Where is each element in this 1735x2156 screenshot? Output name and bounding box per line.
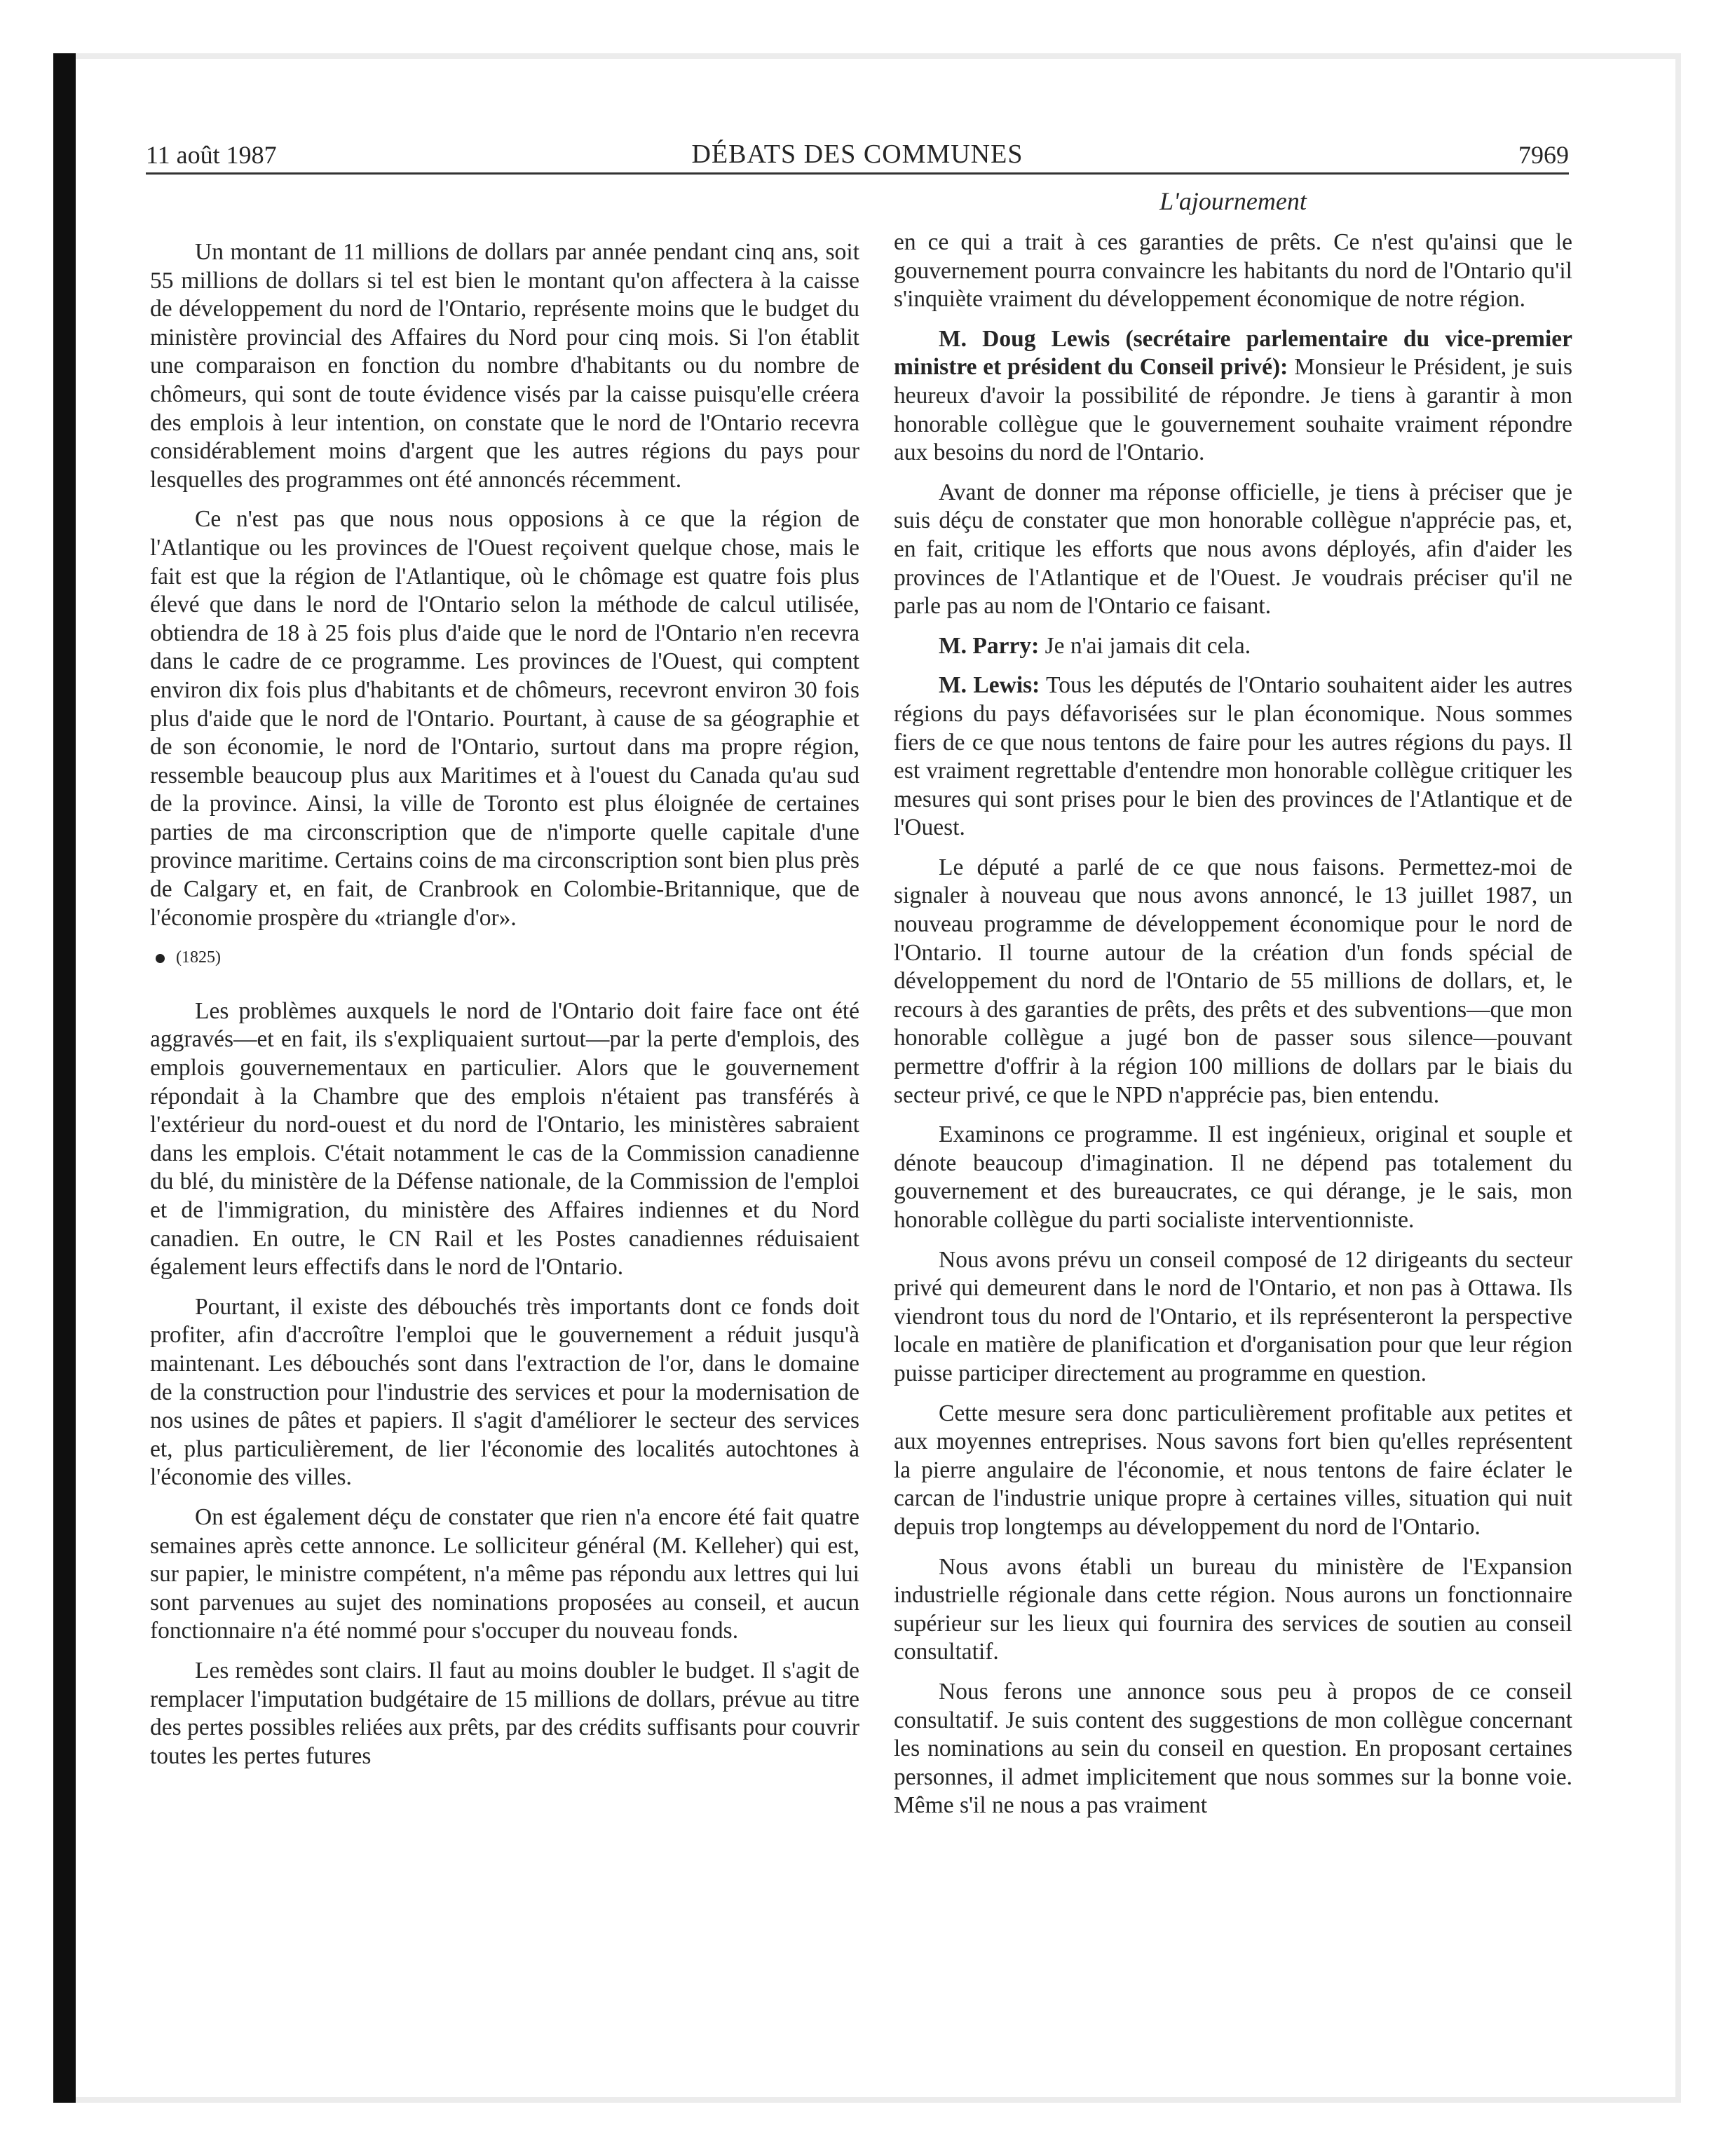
paragraph: Cette mesure sera donc particulièrement profitable aux petites et aux moyennes entreprises. Nous savons fort bien qu'elles représentent la pierre angulaire de l'économie, et nous tentons de faire éclater le carcan de l'industrie unique propre à certaines villes, situation qui nuit depuis trop longtemps au développement du nord de l'Ontario. bbox=[894, 1400, 1572, 1540]
speaker-name: M. Lewis: bbox=[939, 672, 1040, 699]
scan-top-edge bbox=[76, 53, 1681, 59]
time-marker-text: (1825) bbox=[176, 948, 221, 967]
paragraph: Ce n'est pas que nous nous opposions à ce que la région de l'Atlantique ou les provinces de l'Ouest reçoivent quelque chose, mais le fait est que la région de l'Atlantique, où le chômage est quatre fois plus élevé que dans le nord de l'Ontario selon la méthode de calcul utilisée, obtiendra de 18 à 25 fois plus d'aide que le nord de l'Ontario n'en recevra dans le cadre de ce programme. Les provinces de l'Ouest, qui comptent environ dix fois plus d'habitants et de chômeurs, recevront environ 30 fois plus d'aide que le nord de l'Ontario. Pourtant, à cause de sa géographie et de son économie, le nord de l'Ontario, surtout dans ma propre région, ressemble beaucoup plus aux Maritimes et à l'ouest du Canada qu'au sud de la province. Ainsi, la ville de Toronto est plus éloignée de certaines parties de ma circonscription que de n'importe quelle capitale d'une province maritime. Certains coins de ma circonscription sont bien plus près de Calgary et, en fait, de Cranbrook en Colombie-Britannique, que de l'économie prospère du «triangle d'or». bbox=[150, 506, 859, 931]
right-column bbox=[894, 228, 1572, 1831]
page-header bbox=[146, 132, 1569, 175]
paragraph: Un montant de 11 millions de dollars par année pendant cinq ans, soit 55 millions de dollars si tel est bien le montant qu'on affectera à la caisse de développement du nord de l'Ontario, représente moins que le budget du ministère provincial des Affaires du Nord pour cinq mois. Si l'on établit une comparaison en fonction du nombre d'habitants ou du nombre de chômeurs, qui sont de toute évidence visés par la caisse puisqu'elle créera des emplois à leur intention, on constate que le nord de l'Ontario recevra considérablement moins d'argent que les autres régions du pays pour lesquelles des programmes ont été annoncés récemment. bbox=[150, 239, 859, 493]
speech-paragraph bbox=[894, 632, 1572, 661]
speech-text: Tous les députés de l'Ontario souhaitent aider les autres régions du pays défavorisées sur le plan économique. Nous sommes fiers de ce que nous tentons de faire pour les autres régions du pays. Il est vraiment regrettable d'entendre mon honorable collègue critiquer les mesures qui sont prises pour le bien des provinces de l'Atlantique et de l'Ouest. bbox=[894, 672, 1572, 841]
scan-bottom-edge bbox=[76, 2097, 1681, 2103]
speech-paragraph bbox=[894, 671, 1572, 842]
speaker-name: M. Doug Lewis (secrétaire parlementaire du vice-premier ministre et président du Conseil privé): bbox=[894, 325, 1572, 381]
speech-text: Je n'ai jamais dit cela. bbox=[1039, 632, 1251, 659]
paragraph: On est également déçu de constater que rien n'a encore été fait quatre semaines après cette annonce. Le solliciteur général (M. Kelleher) qui est, sur papier, le ministre compétent, n'a même pas répondu aux lettres qui lui sont parvenues au sujet des nominations proposées au conseil, et aucun fonctionnaire n'a été nommé pour s'occuper du nouveau fonds. bbox=[150, 1503, 859, 1644]
paragraph: Les problèmes auxquels le nord de l'Ontario doit faire face ont été aggravés—et en fait, ils s'expliquaient surtout—par la perte d'emplois, des emplois gouvernementaux en particulier. Alors que le gouvernement répondait à la Chambre que des emplois n'étaient pas transférés à l'extérieur du nord-ouest et du nord de l'Ontario, les ministères sabraient dans les emplois. C'était notamment le cas de la Commission canadienne du blé, du ministère de la Défense nationale, de la Commission de l'emploi et de l'immigration, du ministère des Affaires indiennes et du Nord canadien. En outre, le CN Rail et les Postes canadiennes réduisaient également leurs effectifs dans le nord de l'Ontario. bbox=[150, 997, 859, 1281]
paragraph: en ce qui a trait à ces garanties de prêts. Ce n'est qu'ainsi que le gouvernement pourra convaincre les habitants du nord de l'Ontario qu'il s'inquiète vraiment du développement économique de notre région. bbox=[894, 229, 1572, 313]
paragraph: Le député a parlé de ce que nous faisons. Permettez-moi de signaler à nouveau que nous avons annoncé, le 13 juillet 1987, un nouveau programme de développement économique pour le nord de l'Ontario. Il tourne autour de la création d'un fonds spécial de développement du nord de l'Ontario de 55 millions de dollars, et, le recours à des garanties de prêts, des prêts et des subventions—que mon honorable collègue a jugé bon de passer sous silence—pouvant permettre d'offrir à la région 100 millions de dollars par le biais du secteur privé, ce que le NPD n'apprécie pas, bien entendu. bbox=[894, 854, 1572, 1108]
bullet-icon bbox=[156, 954, 165, 963]
speech-text: Monsieur le Président, je suis heureux d'avoir la possibilité de répondre. Je tiens à garantir à mon honorable collègue que le gouvernement souhaite vraiment répondre aux besoins du nord de l'Ontario. bbox=[894, 354, 1572, 466]
page-number: 7969 bbox=[1518, 141, 1569, 169]
speech-paragraph bbox=[894, 325, 1572, 468]
scan-edge-shadow bbox=[53, 53, 76, 2103]
header-title: DÉBATS DES COMMUNES bbox=[691, 139, 1023, 169]
paragraph: Pourtant, il existe des débouchés très importants dont ce fonds doit profiter, afin d'accroître l'emploi que le gouvernement a réduit jusqu'à maintenant. Les débouchés sont dans l'extraction de l'or, dans le domaine de la construction pour l'industrie des services et pour la modernisation de nos usines de pâtes et papiers. Il s'agit d'améliorer le secteur des services et, plus particulièrement, de lier l'économie des localités autochtones à l'économie des villes. bbox=[150, 1293, 859, 1491]
paragraph: Nous avons prévu un conseil composé de 12 dirigeants du secteur privé qui demeurent dans le nord de l'Ontario, et non pas à Ottawa. Ils viendront tous du nord de l'Ontario, et ils représenteront la perspective locale en matière de planification et d'organisation pour que leur région puisse participer directement au programme en question. bbox=[894, 1246, 1572, 1386]
time-marker bbox=[156, 943, 859, 972]
scan-right-edge bbox=[1675, 53, 1681, 2103]
speaker-name: M. Parry: bbox=[939, 632, 1040, 659]
left-column bbox=[150, 238, 859, 1782]
paragraph: Avant de donner ma réponse officielle, je tiens à préciser que je suis déçu de constater que mon honorable collègue n'apprécie pas, et, en fait, critique les efforts que nous avons déployés, afin d'aider les provinces de l'Atlantique et de l'Ouest. Je voudrais préciser qu'il ne parle pas au nom de l'Ontario ce faisant. bbox=[894, 479, 1572, 620]
paragraph: Nous ferons une annonce sous peu à propos de ce conseil consultatif. Je suis content des suggestions de mon collègue concernant les nominations au sein du conseil en question. En proposant certaines personnes, il admet implicitement que nous sommes sur la bonne voie. Même s'il ne nous a pas vraiment bbox=[894, 1678, 1572, 1819]
section-title: L'ajournement bbox=[1159, 187, 1307, 215]
paragraph: Les remèdes sont clairs. Il faut au moins doubler le budget. Il s'agit de remplacer l'imputation budgétaire de 15 millions de dollars, prévue au titre des pertes possibles reliées aux prêts, par des crédits suffisants pour couvrir toutes les pertes futures bbox=[150, 1657, 859, 1769]
header-date: 11 août 1987 bbox=[146, 141, 277, 169]
paragraph: Nous avons établi un bureau du ministère de l'Expansion industrielle régionale dans cette région. Nous aurons un fonctionnaire supérieur sur les lieux qui fournira des services de soutien au conseil consultatif. bbox=[894, 1553, 1572, 1665]
paragraph: Examinons ce programme. Il est ingénieux, original et souple et dénote beaucoup d'imagination. Il ne dépend pas totalement du gouvernement et des bureaucrates, ce qui dérange, je le sais, mon honorable collègue du parti socialiste interventionniste. bbox=[894, 1121, 1572, 1233]
